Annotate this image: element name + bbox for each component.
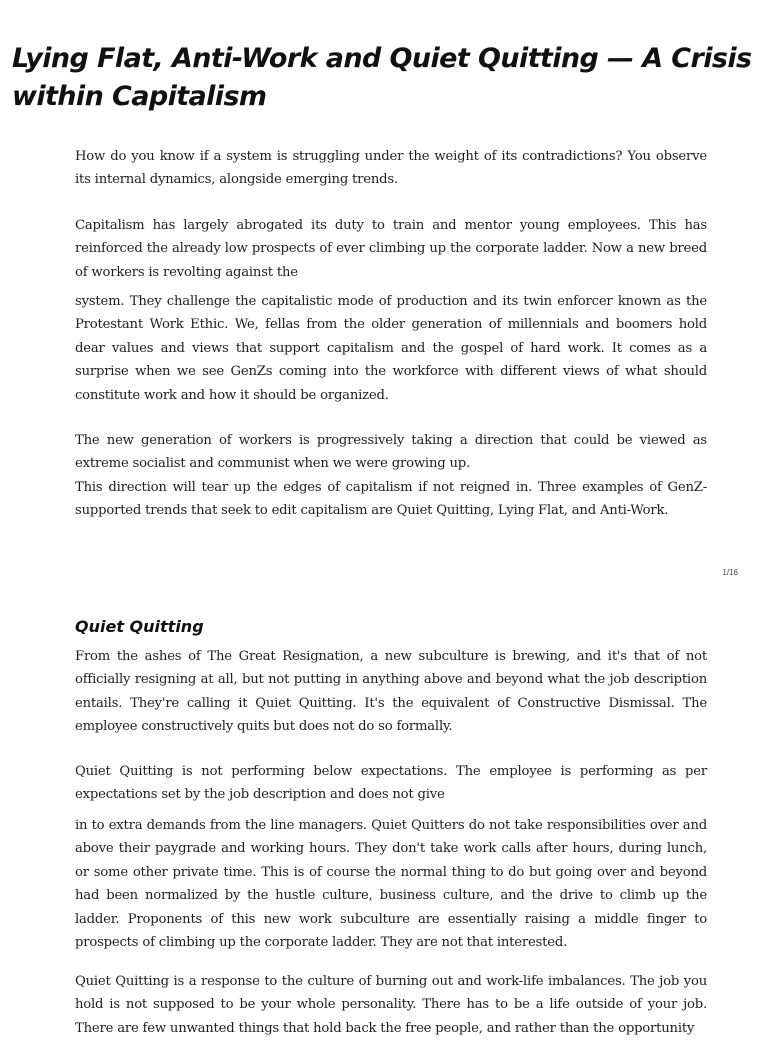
intro-paragraph-5: This direction will tear up the edges of capitalism if not reigned in. Three examples of GenZ-supported trends that seek to edit capitalism are Quiet Quitting, Lying Flat, and Anti-Work. (75, 480, 707, 519)
section-paragraph-4: Quiet Quitting is a response to the culture of burning out and work-life imbalances. The job you hold is not supposed to be your whole personality. There has to be a life outside of your job. There are few unwanted things that hold back the free people, and rather than the opportunity (75, 974, 707, 1036)
intro-paragraph-4: The new generation of workers is progressively taking a direction that could be viewed as extreme socialist and communist when we were growing up. (75, 433, 707, 472)
section-paragraph-1: From the ashes of The Great Resignation, a new subculture is brewing, and it's that of not officially resigning at all, but not putting in anything above and beyond what the job description entails. They're calling it Quiet Quitting. It's the equivalent of Constructive Dismissal. The employee constructively quits but does not do so formally. (75, 649, 707, 735)
section-heading-quiet-quitting: Quiet Quitting (75, 617, 204, 636)
section-paragraph-2: Quiet Quitting is not performing below expectations. The employee is performing as per expectations set by the job description and does not give (75, 764, 707, 803)
section-paragraph-3: in to extra demands from the line managers. Quiet Quitters do not take responsibilities over and above their paygrade and working hours. They don't take work calls after hours, during lunch, or some other private time. This is of course the normal thing to do but going over and beyond had been normalized by the hustle culture, business culture, and the drive to climb up the ladder. Proponents of this new work subculture are essentially raising a middle finger to prospects of climbing up the corporate ladder. They are not that interested. (75, 818, 707, 951)
intro-paragraph-1: How do you know if a system is struggling under the weight of its contradictions? You observe its internal dynamics, alongside emerging trends. (75, 149, 707, 188)
document-title: Lying Flat, Anti-Work and Quiet Quitting — A Crisis within Capitalism (12, 43, 752, 112)
page-indicator: 1/16 (722, 568, 738, 577)
intro-paragraph-3: system. They challenge the capitalistic mode of production and its twin enforcer known as the Protestant Work Ethic. We, fellas from the older generation of millennials and boomers hold dear values and views that support capitalism and the gospel of hard work. It comes as a surprise when we see GenZs coming into the workforce with different views of what should constitute work and how it should be organized. (75, 294, 707, 403)
intro-paragraph-2: Capitalism has largely abrogated its duty to train and mentor young employees. This has reinforced the already low prospects of ever climbing up the corporate ladder. Now a new breed of workers is revolting against the (75, 218, 707, 280)
